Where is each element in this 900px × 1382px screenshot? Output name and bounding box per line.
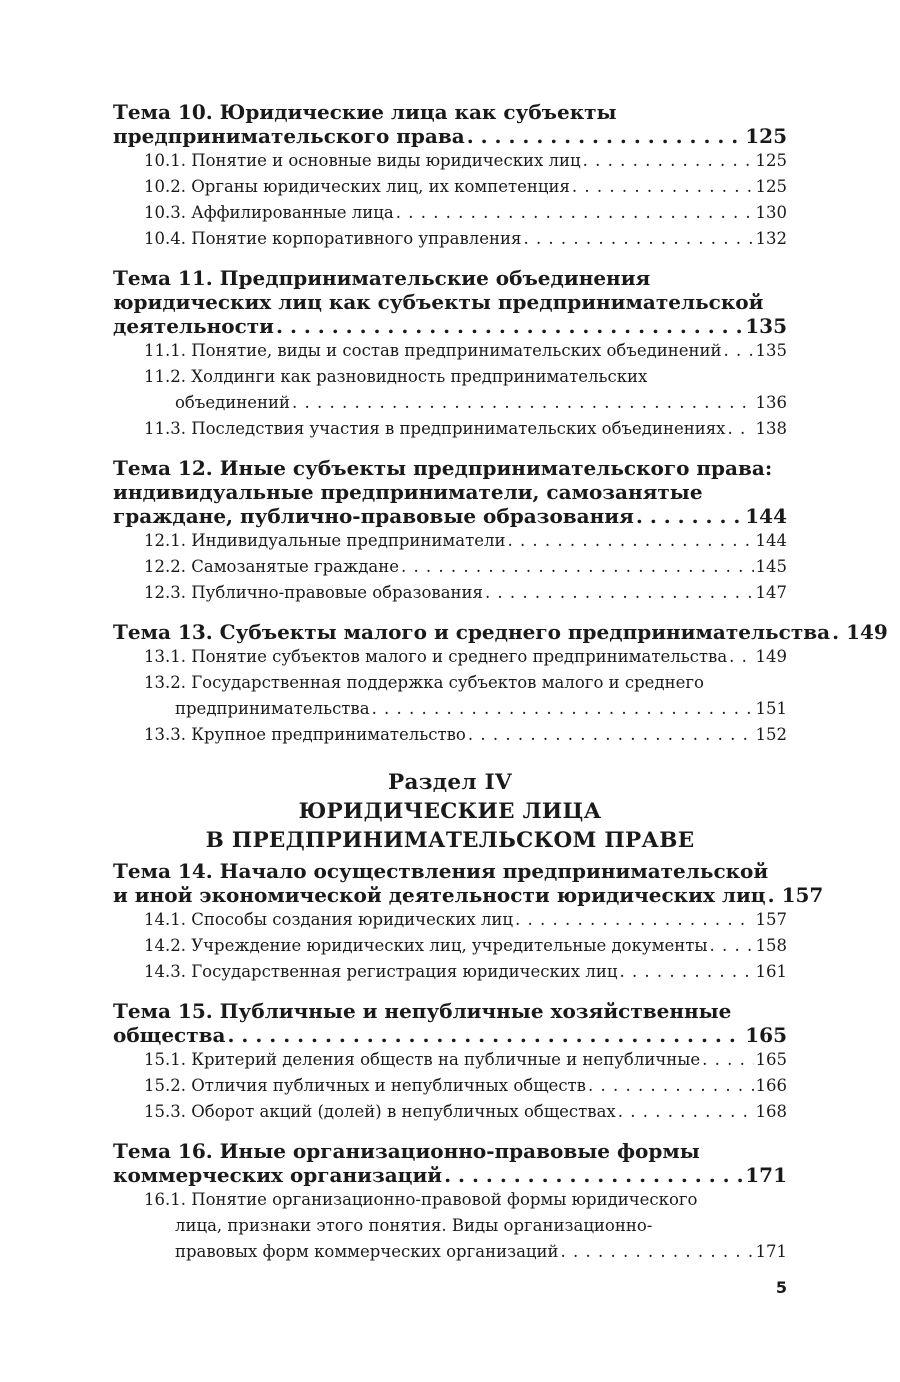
entry-page-number: 151 — [755, 699, 787, 718]
leader-dots — [702, 1047, 753, 1073]
toc-entry[interactable] — [144, 670, 787, 722]
leader-dots — [729, 644, 753, 670]
leader-dots — [572, 174, 754, 200]
page-number: 5 — [775, 1278, 787, 1297]
leader-dots — [396, 200, 754, 226]
entry-title: 15.1. Критерий деления обществ на публичные и непубличные — [144, 1050, 701, 1069]
entry-page-number: 125 — [755, 177, 787, 196]
entry-title: 11.1. Понятие, виды и состав предпринимательских объединений — [144, 341, 722, 360]
leader-dots — [523, 226, 753, 252]
leader-dots — [444, 1163, 743, 1187]
toc-entry[interactable] — [144, 1187, 787, 1265]
leader-dots — [724, 338, 754, 364]
topic-page-number: 135 — [745, 314, 787, 338]
topic-title-line: Тема 15. Публичные и непубличные хозяйственные — [113, 999, 732, 1023]
entry-page-number: 136 — [755, 393, 787, 412]
entry-title-line: лица, признаки этого понятия. Виды организационно- — [175, 1216, 653, 1235]
topic-title-line[interactable] — [113, 1023, 787, 1047]
leader-dots — [710, 933, 754, 959]
toc-topic-13 — [113, 620, 888, 748]
entry-page-number: 135 — [755, 341, 787, 360]
entry-title: 14.3. Государственная регистрация юридических лиц — [144, 962, 618, 981]
section-title-line: В ПРЕДПРИНИМАТЕЛЬСКОМ ПРАВЕ — [205, 828, 695, 853]
topic-page-number: 171 — [745, 1163, 787, 1187]
entry-title: 10.4. Понятие корпоративного управления — [144, 229, 522, 248]
entry-title-line: 16.1. Понятие организационно-правовой формы юридического — [144, 1190, 698, 1209]
entry-title: 12.3. Публично-правовые образования — [144, 583, 483, 602]
entry-title: 13.3. Крупное предпринимательство — [144, 725, 466, 744]
leader-dots — [832, 620, 844, 644]
topic-title-line[interactable] — [113, 124, 787, 148]
toc-entry[interactable] — [144, 148, 787, 174]
entry-title: 10.1. Понятие и основные виды юридических лиц — [144, 151, 581, 170]
topic-title-line: Тема 12. Иные субъекты предпринимательского права: — [113, 456, 773, 480]
topic-title-text: предпринимательского права — [113, 124, 465, 148]
toc-entry[interactable] — [144, 528, 787, 554]
leader-dots — [618, 1099, 754, 1125]
entry-title: 13.1. Понятие субъектов малого и среднего предпринимательства — [144, 647, 728, 666]
entry-page-number: 138 — [755, 419, 787, 438]
entry-page-number: 130 — [755, 203, 787, 222]
toc-entry[interactable] — [144, 959, 787, 985]
toc-topic-14 — [113, 859, 824, 985]
topic-title-line: Тема 14. Начало осуществления предпринимательской — [113, 859, 769, 883]
toc-entry[interactable] — [144, 1047, 787, 1073]
topic-title-line[interactable] — [113, 1163, 787, 1187]
topic-title-text: деятельности — [113, 314, 275, 338]
leader-dots — [292, 390, 753, 416]
leader-dots — [485, 580, 754, 606]
entry-page-number: 132 — [755, 229, 787, 248]
leader-dots — [583, 148, 754, 174]
table-of-contents — [113, 100, 888, 1265]
leader-dots — [768, 883, 780, 907]
entry-title: 10.3. Аффилированные лица — [144, 203, 394, 222]
topic-title-text: Тема 13. Субъекты малого и среднего предпринимательства — [113, 620, 831, 644]
entry-title-line: объединений — [175, 393, 291, 412]
toc-entry[interactable] — [144, 554, 787, 580]
leader-dots — [276, 314, 743, 338]
entry-title: 11.3. Последствия участия в предпринимательских объединениях — [144, 419, 726, 438]
topic-page-number: 165 — [745, 1023, 787, 1047]
entry-page-number: 147 — [755, 583, 787, 602]
entry-page-number: 165 — [755, 1050, 787, 1069]
toc-entry[interactable] — [144, 364, 787, 416]
topic-page-number: 125 — [745, 124, 787, 148]
toc-entry[interactable] — [144, 200, 787, 226]
leader-dots — [468, 722, 754, 748]
entry-title-line: 11.2. Холдинги как разновидность предпринимательских — [144, 367, 648, 386]
entry-page-number: 161 — [755, 962, 787, 981]
topic-title-line: Тема 11. Предпринимательские объединения — [113, 266, 651, 290]
topic-title-text: общества — [113, 1023, 226, 1047]
toc-topic-12 — [113, 456, 787, 606]
topic-title-line: Тема 10. Юридические лица как субъекты — [113, 100, 617, 124]
leader-dots — [619, 959, 753, 985]
section-heading — [113, 768, 787, 855]
leader-dots — [227, 1023, 743, 1047]
section-number: Раздел IV — [388, 770, 512, 795]
entry-title: 15.3. Оборот акций (долей) в непубличных обществах — [144, 1102, 616, 1121]
entry-page-number: 149 — [755, 647, 787, 666]
toc-topic-10 — [113, 100, 787, 252]
entry-page-number: 158 — [755, 936, 787, 955]
entry-page-number: 125 — [755, 151, 787, 170]
entry-title: 12.2. Самозанятые граждане — [144, 557, 399, 576]
toc-entry[interactable] — [144, 226, 787, 252]
leader-dots — [507, 528, 753, 554]
toc-entry[interactable] — [144, 907, 787, 933]
entry-page-number: 145 — [755, 557, 787, 576]
leader-dots — [561, 1239, 754, 1265]
entry-title: 14.1. Способы создания юридических лиц — [144, 910, 514, 929]
toc-entry[interactable] — [144, 933, 787, 959]
toc-topic-16 — [113, 1139, 787, 1265]
topic-title-text: и иной экономической деятельности юридических лиц — [113, 883, 766, 907]
entry-page-number: 157 — [755, 910, 787, 929]
leader-dots — [401, 554, 754, 580]
leader-dots — [588, 1073, 754, 1099]
toc-entry[interactable] — [144, 644, 787, 670]
leader-dots — [515, 907, 753, 933]
entry-title-line: 13.2. Государственная поддержка субъектов малого и среднего — [144, 673, 704, 692]
entry-title: 10.2. Органы юридических лиц, их компетенция — [144, 177, 570, 196]
toc-entry[interactable] — [144, 338, 787, 364]
topic-title-text: граждане, публично-правовые образования — [113, 504, 634, 528]
topic-title-text: коммерческих организаций — [113, 1163, 443, 1187]
topic-title-line[interactable] — [113, 504, 787, 528]
topic-title-line[interactable] — [113, 314, 787, 338]
topic-title-line: индивидуальные предприниматели, самозанятые — [113, 480, 703, 504]
section-title-line: ЮРИДИЧЕСКИЕ ЛИЦА — [298, 799, 602, 824]
topic-page-number: 157 — [781, 883, 824, 907]
entry-title-line: предпринимательства — [175, 699, 370, 718]
entry-page-number: 171 — [755, 1242, 787, 1261]
entry-page-number: 168 — [755, 1102, 787, 1121]
entry-page-number: 166 — [755, 1076, 787, 1095]
entry-page-number: 152 — [755, 725, 787, 744]
toc-entry[interactable] — [144, 1099, 787, 1125]
topic-title-line[interactable] — [113, 883, 824, 907]
topic-page-number: 149 — [846, 620, 888, 644]
entry-title-line: правовых форм коммерческих организаций — [175, 1242, 559, 1261]
topic-title-line[interactable] — [113, 620, 888, 644]
toc-entry[interactable] — [144, 1073, 787, 1099]
leader-dots — [467, 124, 744, 148]
leader-dots — [372, 696, 754, 722]
entry-page-number: 144 — [755, 531, 787, 550]
toc-topic-11 — [113, 266, 787, 442]
topic-title-line: Тема 16. Иные организационно-правовые формы — [113, 1139, 700, 1163]
toc-entry[interactable] — [144, 580, 787, 606]
leader-dots — [636, 504, 743, 528]
leader-dots — [727, 416, 753, 442]
topic-title-line: юридических лиц как субъекты предпринимательской — [113, 290, 764, 314]
toc-entry[interactable] — [144, 416, 787, 442]
toc-entry[interactable] — [144, 174, 787, 200]
entry-title: 15.2. Отличия публичных и непубличных обществ — [144, 1076, 586, 1095]
entry-title: 14.2. Учреждение юридических лиц, учредительные документы — [144, 936, 708, 955]
toc-topic-15 — [113, 999, 787, 1125]
topic-page-number: 144 — [745, 504, 787, 528]
toc-entry[interactable] — [144, 722, 787, 748]
entry-title: 12.1. Индивидуальные предприниматели — [144, 531, 506, 550]
